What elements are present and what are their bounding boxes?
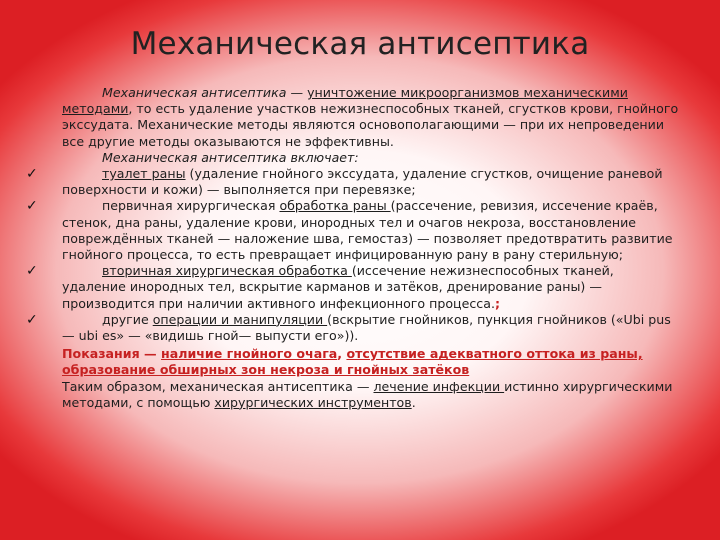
conclusion-link[interactable]: хирургических инструментов (214, 394, 412, 410)
bullet-lead: первичная хирургическая (102, 198, 280, 214)
includes-heading: Механическая антисептика включает: (102, 149, 359, 165)
checkmark-icon: ✓ (26, 263, 38, 280)
checkmark-icon: ✓ (26, 198, 38, 215)
bullet-item (26, 166, 680, 198)
indications-link[interactable]: наличие гнойного очага (161, 346, 338, 362)
intro-link[interactable]: уничтожение микроорганизмов механическими методами (62, 85, 628, 117)
intro-paragraph (62, 85, 680, 150)
conclusion-paragraph (62, 379, 680, 411)
indications-paragraph (62, 346, 680, 378)
page-title: Механическая антисептика (130, 26, 590, 62)
bullet-link[interactable]: операции и манипуляции (152, 311, 328, 327)
conclusion-end: . (411, 394, 416, 410)
bullet-text: (рассечение, ревизия, иссечение краёв, стенок, дна раны, удаление крови, инородных тел и очагов некроза, восстановление повреждённых тканей — наложение шва, гемостаз) — позволяет предотвратить развитие гнойного процесса, то есть превращает инфицированную рану в рану стерильную; (62, 198, 673, 263)
conclusion-text: истинно хирургическими методами, с помощью (62, 378, 673, 410)
intro-rest: , то есть удаление участков нежизнеспособных тканей, сгустков крови, гнойного экссудата. Механические методы являются основополагающими — при их непроведении все другие методы оказываются не эффективны. (62, 101, 679, 149)
bullet-end: ; (494, 295, 500, 311)
indications-link[interactable]: отсутствие адекватного оттока из раны, образование обширных зон некроза и гнойных затёков (62, 346, 643, 378)
indications-label: Показания — (62, 346, 162, 362)
conclusion-link[interactable]: лечение инфекции (373, 378, 505, 394)
checkmark-icon: ✓ (26, 166, 38, 183)
bullet-item (26, 263, 680, 312)
bullet-text: (удаление гнойного экссудата, удаление сгустков, очищение раневой поверхности и кожи) — выполняется при перевязке; (62, 166, 663, 198)
intro-dash: — (286, 85, 308, 100)
bullet-lead: другие (102, 311, 153, 327)
bullet-item (26, 311, 680, 344)
bullet-text: (вскрытие гнойников, пункция гнойников («Ubi pus — ubi es» — «видишь гной— выпусти его»)). (62, 311, 671, 344)
intro-term: Механическая антисептика (102, 85, 287, 100)
bullet-link[interactable]: вторичная хирургическая обработка (102, 263, 352, 279)
conclusion-text: Таким образом, механическая антисептика — (62, 378, 374, 394)
indications-sep: , (337, 346, 347, 362)
checkmark-icon: ✓ (26, 311, 38, 328)
bullet-text: (иссечение нежизнеспособных тканей, удаление инородных тел, вскрытие карманов и затёков, дренирование раны) — производится при наличии активного инфекционного процесса. (62, 263, 614, 311)
content-body (26, 85, 680, 411)
bullet-link[interactable]: туалет раны (102, 166, 186, 182)
bullet-item (26, 198, 680, 263)
bullet-link[interactable]: обработка раны (279, 198, 391, 214)
